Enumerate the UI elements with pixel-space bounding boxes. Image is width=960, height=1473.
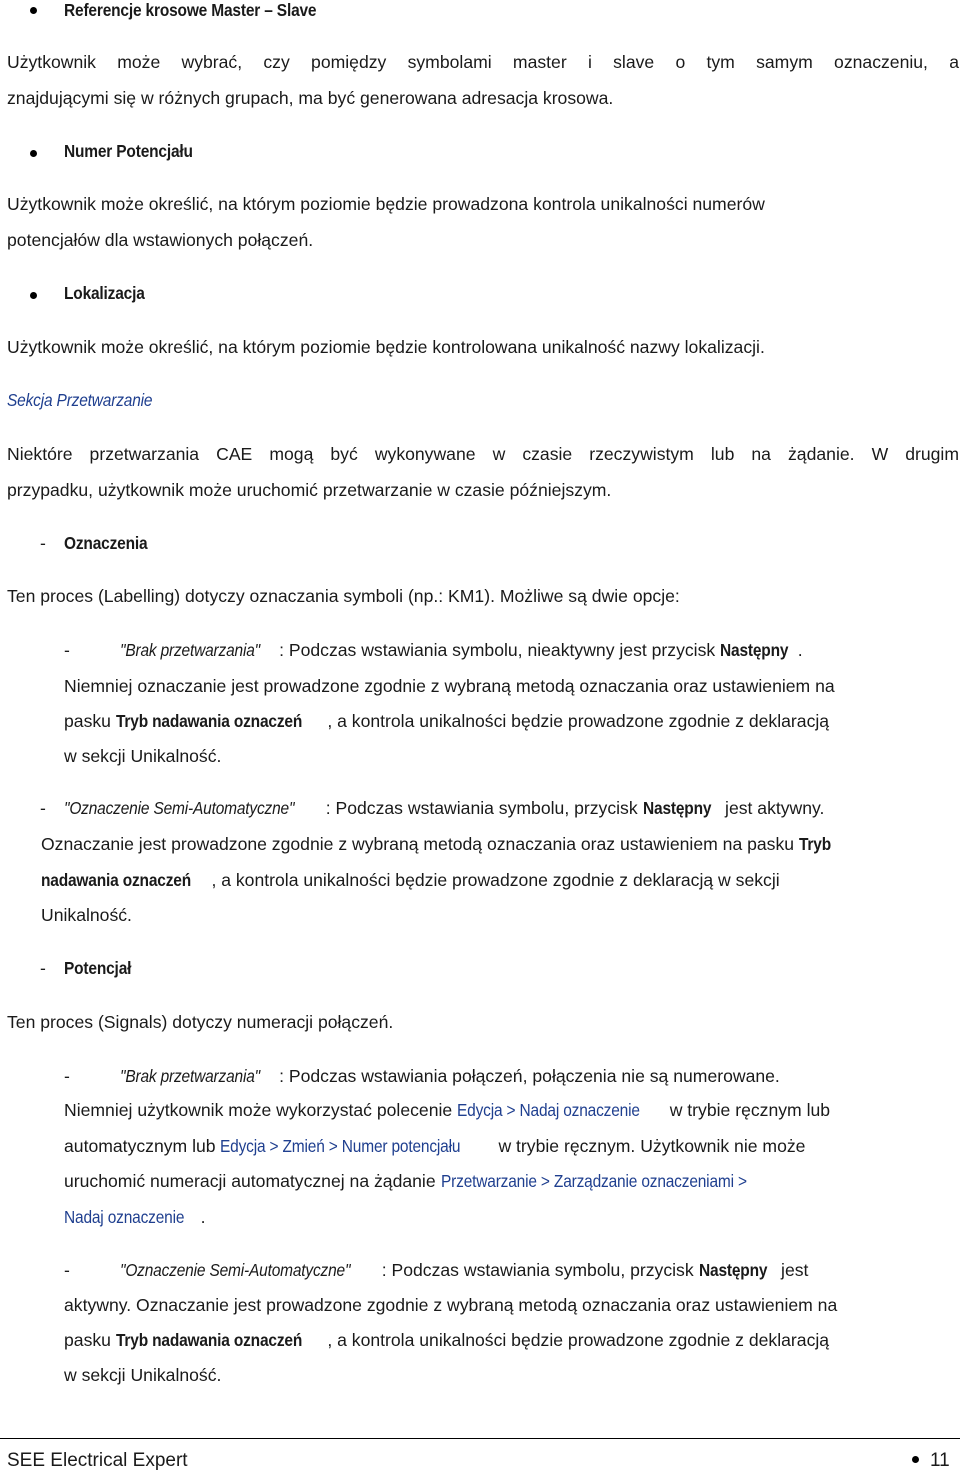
bullet-icon <box>30 7 37 14</box>
subsection-title: Oznaczenia <box>64 533 148 553</box>
footer-divider <box>0 1438 960 1439</box>
option-line: w sekcji Unikalność. <box>64 746 222 766</box>
menu-path: Edycja > Zmień > Numer potencjału <box>220 1136 461 1156</box>
dash-marker: - <box>40 533 46 553</box>
item-title: Numer Potencjału <box>64 141 193 161</box>
item-text: znajdującymi się w różnych grupach, ma być generowana adresacja krosowa. <box>7 88 614 108</box>
dash-marker: - <box>40 798 46 818</box>
option-line: pasku Tryb nadawania oznaczeń , a kontrola unikalności będzie prowadzone zgodnie z deklaracją <box>64 711 830 731</box>
section-intro: Niektóre przetwarzania CAE mogą być wykonywane w czasie rzeczywistym lub na żądanie. W drugim <box>7 444 959 464</box>
dash-marker: - <box>64 640 70 660</box>
section-title: Sekcja Przetwarzanie <box>7 390 153 410</box>
item-title: Lokalizacja <box>64 283 145 303</box>
option-line: uruchomić numeracji automatycznej na żądanie Przetwarzanie > Zarządzanie oznaczeniami > <box>64 1171 747 1191</box>
item-text: potencjałów dla wstawionych połączeń. <box>7 230 314 250</box>
subsection-desc: Ten proces (Labelling) dotyczy oznaczania symboli (np.: KM1). Możliwe są dwie opcje: <box>7 586 680 606</box>
option-line: automatycznym lub Edycja > Zmień > Numer potencjału w trybie ręcznym. Użytkownik nie może <box>64 1136 806 1156</box>
option-line: "Brak przetwarzania" : Podczas wstawiania połączeń, połączenia nie są numerowane. <box>120 1066 780 1086</box>
subsection-desc: Ten proces (Signals) dotyczy numeracji połączeń. <box>7 1012 394 1032</box>
menu-path: Przetwarzanie > Zarządzanie oznaczeniami > <box>440 1171 747 1191</box>
footer-title: SEE Electrical Expert <box>7 1450 188 1471</box>
option-line: pasku Tryb nadawania oznaczeń , a kontrola unikalności będzie prowadzone zgodnie z deklaracją <box>64 1330 830 1350</box>
menu-path: Nadaj oznaczenie <box>64 1207 185 1227</box>
bullet-icon <box>912 1456 919 1463</box>
item-text: Użytkownik może wybrać, czy pomiędzy symbolami master i slave o tym samym oznaczeniu, a <box>7 52 959 72</box>
item-text: Użytkownik może określić, na którym poziomie będzie kontrolowana unikalność nazwy lokalizacji. <box>7 337 765 357</box>
dash-marker: - <box>64 1260 70 1280</box>
section-intro: przypadku, użytkownik może uruchomić przetwarzanie w czasie późniejszym. <box>7 480 612 500</box>
option-line: Niemniej oznaczanie jest prowadzone zgodnie z wybraną metodą oznaczania oraz ustawieniem na <box>64 676 835 696</box>
subsection-title: Potencjał <box>64 958 132 978</box>
option-line: Oznaczanie jest prowadzone zgodnie z wybraną metodą oznaczania oraz ustawieniem na pasku Tryb <box>41 834 831 854</box>
option-line: "Oznaczenie Semi-Automatyczne" : Podczas wstawiania symbolu, przycisk Następny jest aktywny. <box>64 798 825 818</box>
option-line: "Oznaczenie Semi-Automatyczne" : Podczas wstawiania symbolu, przycisk Następny jest <box>120 1260 809 1280</box>
option-line: Niemniej użytkownik może wykorzystać polecenie Edycja > Nadaj oznaczenie w trybie ręcznym lub <box>64 1100 831 1120</box>
bullet-icon <box>30 150 37 157</box>
option-line: "Brak przetwarzania" : Podczas wstawiania symbolu, nieaktywny jest przycisk Następny . <box>120 640 803 660</box>
dash-marker: - <box>64 1066 70 1086</box>
item-title: Referencje krosowe Master – Slave <box>64 0 317 20</box>
page-number: 11 <box>930 1450 950 1471</box>
option-line: nadawania oznaczeń , a kontrola unikalności będzie prowadzone zgodnie z deklaracją w sekcji <box>41 870 780 890</box>
option-line: Nadaj oznaczenie . <box>64 1207 206 1227</box>
option-line: Unikalność. <box>41 905 132 925</box>
bullet-icon <box>30 292 37 299</box>
dash-marker: - <box>40 958 46 978</box>
item-text: Użytkownik może określić, na którym poziomie będzie prowadzona kontrola unikalności numerów <box>7 194 765 214</box>
menu-path: Edycja > Nadaj oznaczenie <box>457 1100 640 1120</box>
option-line: aktywny. Oznaczanie jest prowadzone zgodnie z wybraną metodą oznaczania oraz ustawieniem na <box>64 1295 838 1315</box>
option-line: w sekcji Unikalność. <box>64 1365 222 1385</box>
